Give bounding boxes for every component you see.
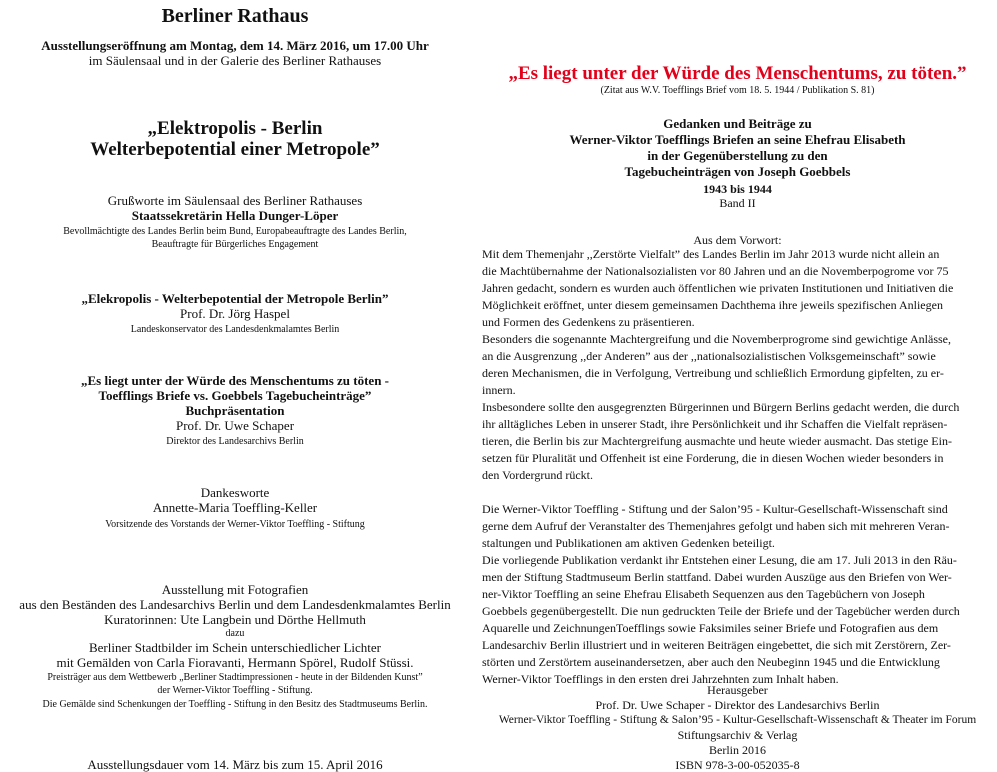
text-line: innern. bbox=[482, 383, 516, 397]
donation-line: Die Gemälde sind Schenkungen der Toeffling - Stiftung in den Besitz des Stadtmuseums Berlin. bbox=[42, 699, 428, 710]
exhibition-title-line2: Welterbepotential einer Metropole” bbox=[90, 139, 380, 160]
quote-title: „Es liegt unter der Würde des Menschentums, zu töten.” bbox=[508, 63, 967, 84]
photo-line3: Kuratorinnen: Ute Langbein und Dörthe Hellmuth bbox=[104, 612, 366, 627]
text-line: Möglichkeit eröffnet, unter diesem gemeinsamen Dachthema ihre jeweils spezifischen Anliegen bbox=[482, 298, 943, 312]
thanks-label: Dankesworte bbox=[200, 485, 270, 500]
book-years: 1943 bis 1944 bbox=[703, 182, 772, 196]
talk2-role: Direktor des Landesarchivs Berlin bbox=[166, 436, 304, 447]
text-line: störten und Zerstörtem auseinandersetzen, aber auch den Neubeginn 1945 und die Entwicklung bbox=[482, 655, 940, 669]
greeting-block bbox=[0, 193, 470, 251]
greeting-intro: Grußworte im Säulensaal des Berliner Rathauses bbox=[107, 193, 363, 208]
text-line: Mit dem Themenjahr ,,Zerstörte Vielfalt” des Landes Berlin im Jahr 2013 wurde nicht allein an bbox=[482, 247, 940, 261]
opening-block bbox=[0, 38, 470, 68]
publisher-label: Herausgeber bbox=[707, 683, 768, 697]
foreword-paragraph-2 bbox=[482, 331, 993, 399]
photo-line5: Berliner Stadtbilder im Schein unterschiedlicher Lichter bbox=[88, 640, 382, 655]
program-column bbox=[0, 0, 470, 772]
text-line: Goebbels gegenübergestellt. Die nun gedruckten Teile der Briefe und der Tagebücher werden durch bbox=[482, 604, 960, 618]
book-title-block bbox=[478, 116, 997, 180]
text-line: setzen für Pluralität und Offenheit ist eine Forderung, die in diesen Wochen wieder besonders in bbox=[482, 451, 944, 465]
book-title-line4: Tagebucheinträgen von Joseph Goebbels bbox=[624, 164, 851, 179]
isbn: ISBN 978-3-00-052035-8 bbox=[675, 758, 800, 772]
text-line: Jahren gedacht, sondern es wurden auch öffentlichen wie privaten Institutionen und Initiativen die bbox=[482, 281, 954, 295]
venue-title: Berliner Rathaus bbox=[161, 5, 309, 27]
thanks-speaker: Annette-Maria Toeffling-Keller bbox=[152, 500, 318, 515]
text-line: tieren, die Berlin bis zur Machtergreifung ausmachte und heute wieder ausmacht. Das stetige Ein- bbox=[482, 434, 952, 448]
publisher-line1: Prof. Dr. Uwe Schaper - Direktor des Landesarchivs Berlin bbox=[595, 698, 880, 712]
prize-line1: Preisträger aus dem Wettbewerb „Berliner Stadtimpressionen - heute in der Bildenden Kunst” bbox=[47, 672, 423, 683]
photo-line2: aus den Beständen des Landesarchivs Berlin und dem Landesdenkmalamtes Berlin bbox=[19, 597, 451, 612]
quote-source: (Zitat aus W.V. Toefflings Brief vom 18. 5. 1944 / Publikation S. 81) bbox=[600, 85, 875, 96]
talk2-title-line2: Toefflings Briefe vs. Goebbels Tagebucheinträge” bbox=[98, 388, 372, 403]
thanks-role: Vorsitzende des Vorstands der Werner-Viktor Toeffling - Stiftung bbox=[105, 519, 365, 530]
text-line: deren Mechanismen, die in Verfolgung, Vertreibung und schließlich Ermordung gipfelten, zu er- bbox=[482, 366, 944, 380]
exhibition-title bbox=[0, 118, 470, 160]
book-volume: Band II bbox=[719, 196, 756, 210]
foreword-paragraph-4 bbox=[482, 501, 993, 552]
volume-block bbox=[478, 182, 997, 210]
greeting-role-line1: Bevollmächtigte des Landes Berlin beim Bund, Europabeauftragte des Landes Berlin, bbox=[63, 226, 407, 237]
text-line: ihr alltägliches Leben in unserer Stadt, ihre Persönlichkeit und ihr Schaffen die Vielfalt repräsen- bbox=[482, 417, 948, 431]
text-line: Landesarchiv Berlin illustriert und in weiteren Beiträgen eingebettet, die sich mit Zerstörern, Zer- bbox=[482, 638, 951, 652]
text-line: die Machtübernahme der Nationalsozialisten vor 80 Jahren und an die Novemberpogrome vor 75 bbox=[482, 264, 949, 278]
thanks-block bbox=[0, 485, 470, 531]
publisher-block bbox=[478, 683, 997, 758]
text-line: Die Werner-Viktor Toeffling - Stiftung und der Salon’95 - Kultur-Gesellschaft-Wissenschaft sind bbox=[482, 502, 948, 516]
publisher-line3: Stiftungsarchiv & Verlag bbox=[677, 728, 798, 742]
talk1-block bbox=[0, 291, 470, 336]
book-title-line3: in der Gegenüberstellung zu den bbox=[647, 148, 828, 163]
foreword-paragraph-1 bbox=[482, 246, 993, 331]
text-line: Aquarelle und ZeichnungenToefflings sowie Faksimiles seiner Briefe und Fotografien aus dem bbox=[482, 621, 939, 635]
talk1-speaker: Prof. Dr. Jörg Haspel bbox=[180, 306, 290, 321]
book-title-line1: Gedanken und Beiträge zu bbox=[663, 116, 812, 131]
text-line: an die Ausgrenzung ,,der Anderen” aus der ,,nationalsozialistischen Volksgemeinschaft” sowie bbox=[482, 349, 936, 363]
opening-date-line: Ausstellungseröffnung am Montag, dem 14. März 2016, um 17.00 Uhr bbox=[41, 38, 429, 53]
text-line: Besonders die sogenannte Machtergreifung und die Novemberprogrome sind gewichtige Anlässe, bbox=[482, 332, 951, 346]
photo-line4: dazu bbox=[225, 628, 245, 639]
foreword-paragraph-5 bbox=[482, 552, 993, 688]
foreword-label: Aus dem Vorwort: bbox=[693, 233, 782, 247]
talk2-block bbox=[0, 373, 470, 448]
foreword-paragraph-3 bbox=[482, 399, 993, 484]
quote-block bbox=[478, 64, 997, 97]
photo-line1: Ausstellung mit Fotografien bbox=[161, 582, 309, 597]
photo-exhibition-block bbox=[0, 582, 470, 711]
foreword-text bbox=[482, 246, 993, 688]
text-line: staltungen und Publikationen am aktiven Gedenken beteiligt. bbox=[482, 536, 775, 550]
text-line: ner-Viktor Toeffling an seine Ehefrau Elisabeth Sequenzen aus den Tagebüchern von Joseph bbox=[482, 587, 925, 601]
text-line: men der Stiftung Stadtmuseum Berlin stattfand. Dabei wurden Auszüge aus den Briefen von Wer- bbox=[482, 570, 952, 584]
talk2-subtitle: Buchpräsentation bbox=[185, 403, 285, 418]
exhibition-title-line1: „Elektropolis - Berlin bbox=[147, 118, 323, 139]
text-line: Die vorliegende Publikation verdankt ihr Entstehen einer Lesung, die am 17. Juli 2013 in den Räu- bbox=[482, 553, 957, 567]
talk1-title: „Elekropolis - Welterbepotential der Metropole Berlin” bbox=[81, 291, 389, 306]
opening-location-line: im Säulensaal und in der Galerie des Berliner Rathauses bbox=[88, 53, 382, 68]
photo-line6: mit Gemälden von Carla Fioravanti, Hermann Spörel, Rudolf Stüssi. bbox=[56, 655, 414, 670]
text-line: den Vordergrund rückt. bbox=[482, 468, 593, 482]
text-line: Werner-Viktor Toefflings in den ersten drei Jahrzehnten zum Inhalt haben. bbox=[482, 672, 839, 686]
text-line: gerne dem Aufruf der Veranstalter des Themenjahres gefolgt und haben sich mit mehreren Veran- bbox=[482, 519, 950, 533]
text-line: Insbesondere sollte den ausgegrenzten Bürgerinnen und Bürgern Berlins gedacht werden, die durch bbox=[482, 400, 960, 414]
prize-line2: der Werner-Viktor Toeffling - Stiftung. bbox=[157, 685, 313, 696]
talk1-role: Landeskonservator des Landesdenkmalamtes Berlin bbox=[130, 324, 340, 335]
talk2-title-line1: „Es liegt unter der Würde des Menschentums zu töten - bbox=[80, 373, 390, 388]
greeting-role-line2: Beauftragte für Bürgerliches Engagement bbox=[151, 239, 319, 250]
book-column bbox=[478, 0, 997, 772]
talk2-speaker: Prof. Dr. Uwe Schaper bbox=[175, 418, 295, 433]
publisher-line4: Berlin 2016 bbox=[709, 743, 766, 757]
book-title-line2: Werner-Viktor Toefflings Briefen an seine Ehefrau Elisabeth bbox=[569, 132, 906, 147]
publisher-line2: Werner-Viktor Toeffling - Stiftung & Salon’95 - Kultur-Gesellschaft-Wissenschaft & Theater im Forum bbox=[498, 714, 977, 726]
greeting-speaker: Staatssekretärin Hella Dunger-Löper bbox=[131, 208, 339, 223]
exhibition-duration: Ausstellungsdauer vom 14. März bis zum 15. April 2016 bbox=[87, 757, 383, 772]
text-line: und Formen des Gedenkens zu präsentieren. bbox=[482, 315, 695, 329]
